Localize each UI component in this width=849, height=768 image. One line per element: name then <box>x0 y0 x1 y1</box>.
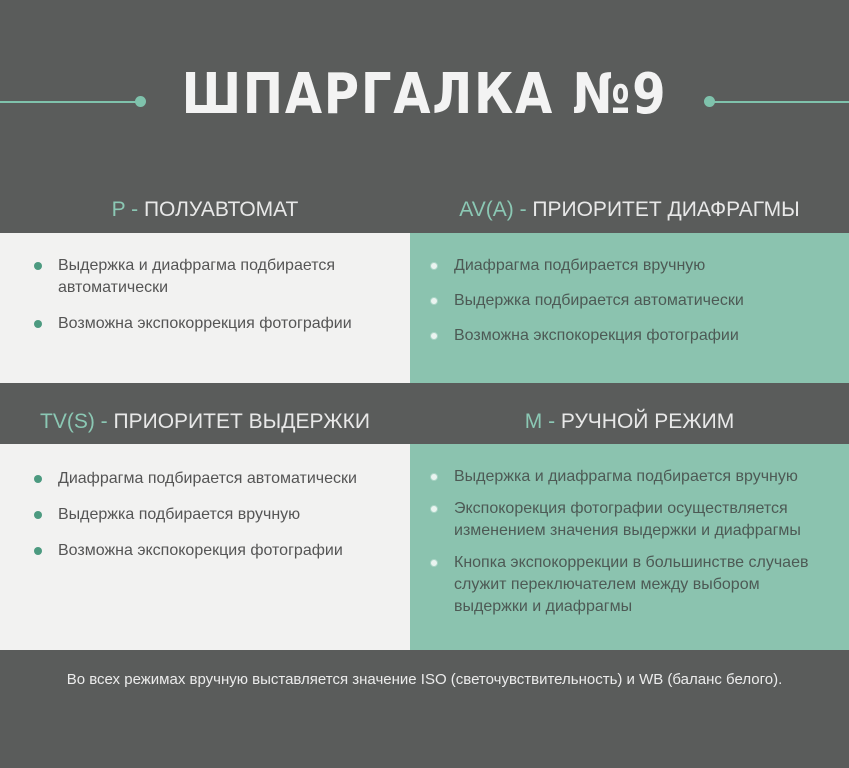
list-item <box>430 325 819 347</box>
list-item-text: Выдержка подбирается автоматически <box>454 292 744 309</box>
list-item-text: Диафрагма подбирается вручную <box>454 257 706 274</box>
mode-av-header <box>410 190 849 230</box>
mode-p-name: ПОЛУАВТОМАТ <box>143 198 299 221</box>
list-item <box>430 466 809 488</box>
bullet-icon <box>34 475 42 483</box>
list-item <box>34 255 370 299</box>
title-row <box>0 62 849 142</box>
mode-tv-code: TV(S) <box>40 410 95 433</box>
bullet-icon <box>430 505 438 513</box>
list-item-text: Экспокорекция фотографии осуществляется изменением значения выдержки и диафрагмы <box>454 500 801 539</box>
mode-m-panel <box>410 444 849 650</box>
footer-note: Во всех режимах вручную выставляется значение ISO (светочувствительность) и WB (баланс белого). <box>66 671 783 688</box>
list-item <box>34 313 370 335</box>
bullet-icon <box>34 511 42 519</box>
list-item <box>430 290 819 312</box>
list-item-text: Диафрагма подбирается автоматически <box>58 470 357 487</box>
list-item-text: Выдержка и диафрагма подбирается вручную <box>454 468 798 485</box>
mode-p-panel <box>0 233 410 383</box>
title-right-line <box>710 101 849 103</box>
mode-tv-name: ПРИОРИТЕТ ВЫДЕРЖКИ <box>113 410 370 433</box>
bullet-icon <box>430 559 438 567</box>
bullet-icon <box>430 473 438 481</box>
mode-tv-panel <box>0 444 410 650</box>
page-title: ШПАРГАЛКА №9 <box>181 62 668 127</box>
mode-m-header <box>410 402 849 442</box>
list-item-text: Выдержка и диафрагма подбирается автоматически <box>58 257 336 296</box>
bullet-icon <box>34 262 42 270</box>
list-item-text: Кнопка экспокоррекции в большинстве случаев служит переключателем между выбором выдержки и диафрагмы <box>454 554 809 615</box>
mode-av-list <box>430 255 819 347</box>
list-item-text: Возможна экспокорекция фотографии <box>58 542 343 559</box>
list-item <box>34 468 380 490</box>
mode-p-separator: - <box>125 198 144 221</box>
mode-m-list <box>430 466 809 618</box>
list-item <box>34 504 380 526</box>
list-item <box>430 498 809 542</box>
list-item <box>430 255 819 277</box>
bullet-icon <box>430 262 438 270</box>
mode-av-panel <box>410 233 849 383</box>
list-item <box>430 552 809 618</box>
mode-av-separator: - <box>513 198 533 221</box>
list-item <box>34 540 380 562</box>
mode-m-name: РУЧНОЙ РЕЖИМ <box>560 410 735 433</box>
mode-tv-header <box>0 402 410 442</box>
bullet-icon <box>430 297 438 305</box>
mode-m-separator: - <box>542 410 561 433</box>
mode-p-list <box>34 255 370 335</box>
mode-p-code: P <box>111 198 126 221</box>
mode-tv-list <box>34 468 380 562</box>
list-item-text: Возможна экспокоррекция фотографии <box>58 315 352 332</box>
mode-m-code: M <box>524 410 543 433</box>
mode-av-name: ПРИОРИТЕТ ДИАФРАГМЫ <box>532 198 800 221</box>
bullet-icon <box>34 547 42 555</box>
mode-tv-separator: - <box>94 410 114 433</box>
mode-av-code: AV(A) <box>459 198 514 221</box>
list-item-text: Возможна экспокорекция фотографии <box>454 327 739 344</box>
list-item-text: Выдержка подбирается вручную <box>58 506 301 523</box>
bullet-icon <box>430 332 438 340</box>
bullet-icon <box>34 320 42 328</box>
mode-p-header <box>0 190 410 230</box>
